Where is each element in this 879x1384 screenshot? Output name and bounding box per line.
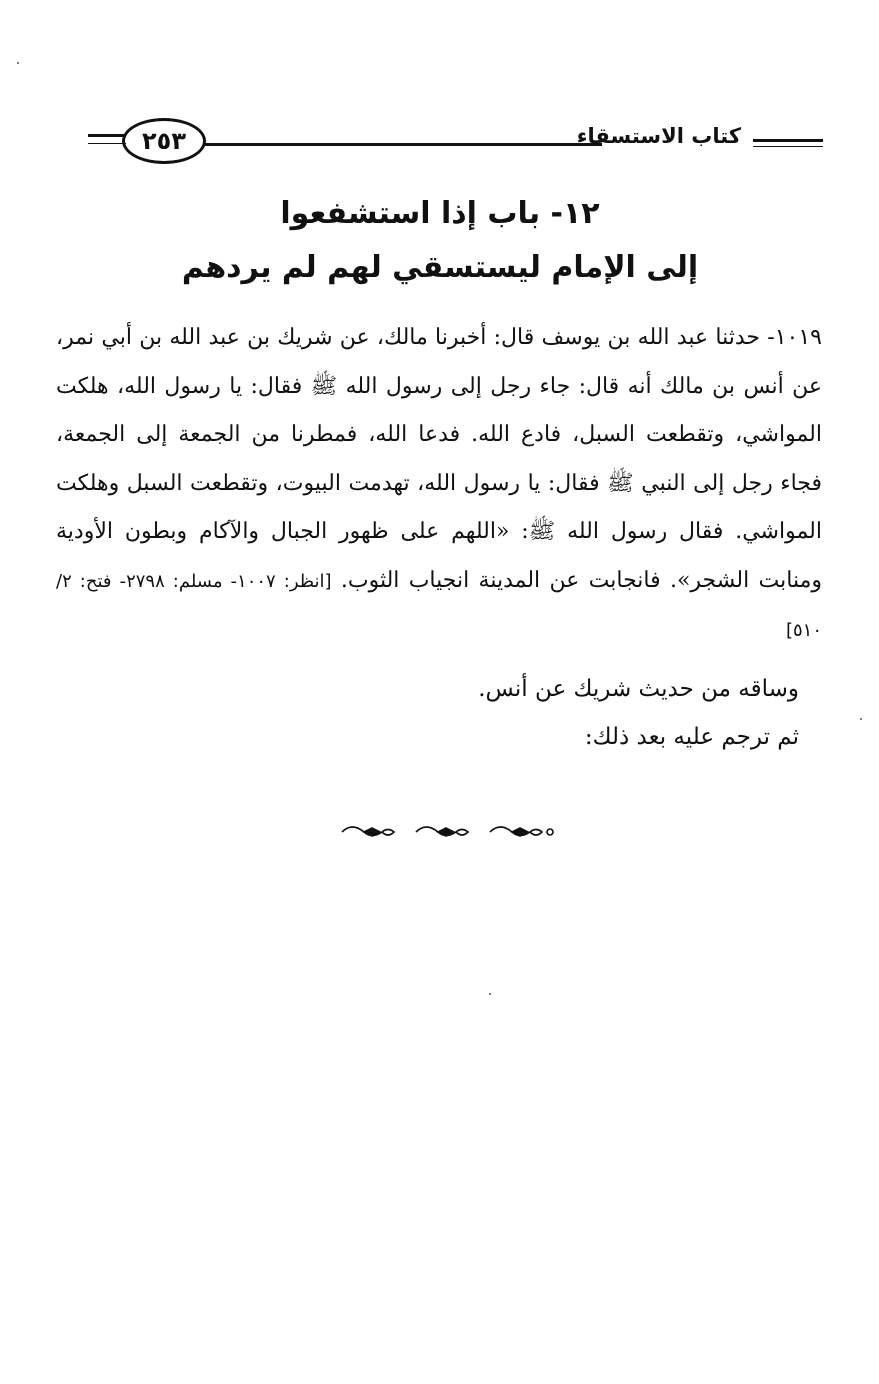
chapter-heading-line-2: إلى الإمام ليستسقي لهم لم يردهم (181, 250, 699, 285)
page-number-text: ٢٥٣ (142, 127, 186, 155)
scan-speck (860, 718, 862, 720)
scan-speck (17, 62, 19, 64)
hadith-text (56, 314, 822, 656)
hadith-reference: [انظر: ١٠٠٧- مسلم: ٢٧٩٨- فتح: ٢/ ٥١٠] (56, 570, 822, 641)
commentary-line-1: وساقه من حديث شريك عن أنس. (478, 676, 799, 702)
header-rule-left-top (88, 134, 126, 137)
header-rule-left-bottom (88, 143, 126, 144)
hadith-body: ١٠١٩- حدثنا عبد الله بن يوسف قال: أخبرنا مالك، عن شريك بن عبد الله بن أبي نمر، عن أنس بن مالك أنه قال: جاء رجل إلى رسول الله ﷺ فقال: يا رسول الله، هلكت المواشي، وتقطعت السبل، فادع الله. فدعا الله، فمطرنا من الجمعة إلى الجمعة، فجاء رجل إلى النبي ﷺ فقال: يا رسول الله، تهدمت البيوت، وتقطعت السبل وهلكت المواشي. فقال رسول الله ﷺ: «اللهم على ظهور الجبال والآكام وبطون الأودية ومنابت الشجر». فانجابت عن المدينة انجياب الثوب. (56, 325, 822, 593)
commentary-line-2: ثم ترجم عليه بعد ذلك: (584, 724, 799, 750)
header-rule-right-bottom (753, 146, 823, 147)
running-book-title: كتاب الاستسقاء (576, 124, 741, 148)
chapter-heading-line-1: ١٢- باب إذا استشفعوا (280, 196, 600, 231)
page-number (122, 118, 206, 164)
ornament-divider-icon (338, 820, 558, 844)
header-rule-right-top (753, 139, 823, 142)
scan-speck (489, 993, 491, 995)
